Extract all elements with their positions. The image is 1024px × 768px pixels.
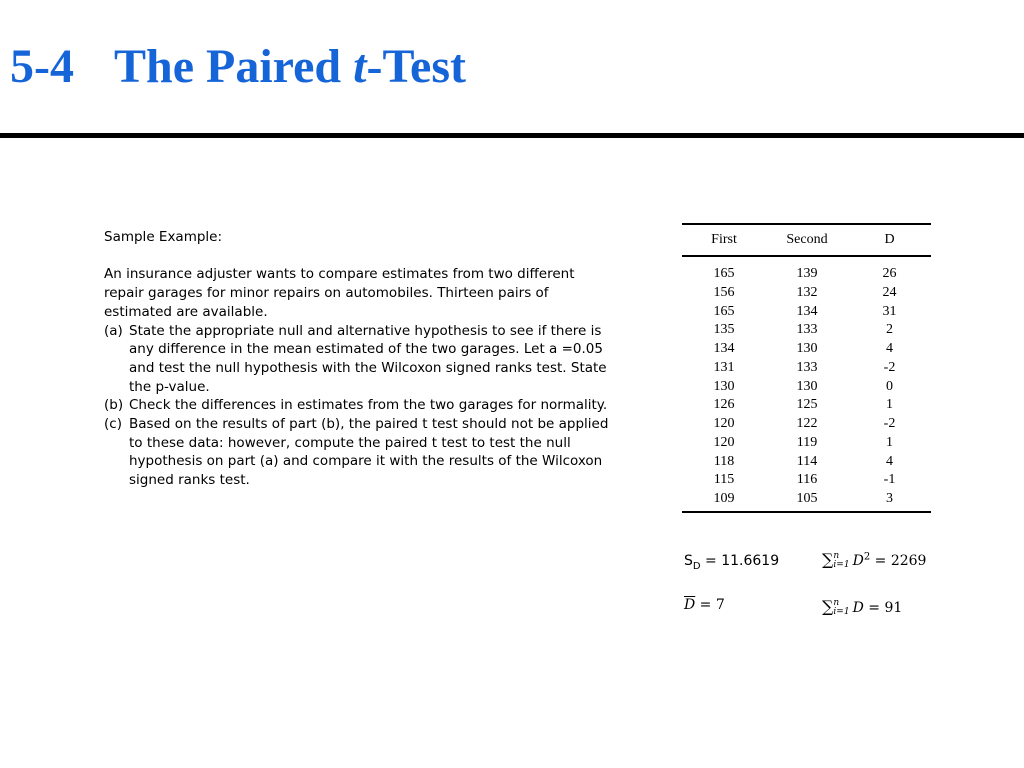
table-row [682, 490, 931, 512]
cell-d: 0 [886, 378, 893, 394]
header-d: D [848, 224, 931, 256]
cell-second: 130 [796, 378, 818, 394]
dbar-value: = 7 [695, 597, 725, 613]
cell-d: 4 [886, 341, 893, 356]
sum-d-variable: D [852, 600, 864, 616]
sum-d-value: = 91 [863, 600, 903, 616]
sd-value: = 11.6619 [705, 553, 780, 569]
summation-limits [833, 599, 849, 617]
cell-first: 126 [713, 397, 735, 413]
cell-first: 165 [713, 266, 735, 281]
problem-text [104, 228, 614, 490]
question-item-c [104, 415, 614, 490]
cell-second: 134 [796, 303, 818, 319]
question-marker: (c) [104, 416, 122, 433]
table-row [682, 471, 931, 490]
slide-title [10, 40, 466, 94]
table-row [682, 321, 931, 340]
cell-d: 1 [886, 434, 893, 450]
table-row [682, 453, 931, 472]
question-marker: (b) [104, 397, 124, 414]
cell-d: -1 [883, 472, 896, 488]
cell-second: 122 [796, 416, 818, 431]
sd-symbol: S [684, 553, 693, 569]
cell-d: -2 [883, 359, 896, 375]
estimates-table [682, 223, 931, 513]
cell-first: 130 [713, 378, 735, 394]
std-dev-formula [684, 553, 779, 572]
table-row [682, 396, 931, 415]
summation-limits [833, 552, 849, 570]
cell-second: 133 [796, 322, 818, 338]
question-marker: (a) [104, 322, 123, 339]
cell-first: 118 [713, 453, 735, 469]
table-row [682, 284, 931, 303]
cell-d: 2 [886, 322, 893, 338]
table-row [682, 303, 931, 322]
cell-second: 139 [796, 266, 818, 281]
section-number: 5-4 [10, 40, 74, 93]
cell-first: 109 [682, 490, 766, 512]
title-italic-t: t [353, 40, 367, 93]
table-row [682, 340, 931, 359]
cell-d: 1 [886, 397, 893, 413]
table-row [682, 378, 931, 397]
table-row [682, 434, 931, 453]
title-suffix: -Test [366, 40, 467, 93]
sd-subscript: D [692, 560, 701, 572]
question-list [104, 322, 614, 490]
mean-difference-formula [684, 597, 725, 613]
cell-d: 24 [882, 284, 897, 300]
question-item-b [104, 396, 614, 415]
summation-lower: i=1 [833, 607, 850, 617]
sum-d-squared-formula [822, 550, 926, 570]
cell-first: 120 [713, 416, 735, 431]
cell-first: 131 [713, 359, 735, 375]
table-row [682, 415, 931, 434]
sum-d-formula [822, 597, 902, 617]
cell-d: -2 [883, 416, 896, 431]
question-item-a [104, 322, 614, 397]
cell-d: 3 [848, 490, 931, 512]
summation-lower: i=1 [833, 560, 850, 570]
question-text: Check the differences in estimates from the two garages for normality. [129, 397, 608, 414]
table-row [682, 359, 931, 378]
example-heading: Sample Example: [104, 229, 223, 245]
dbar-variable: $\overline{D}$ [684, 597, 696, 613]
cell-first: 115 [713, 472, 735, 488]
header-second: Second [766, 224, 848, 256]
cell-d: 31 [882, 303, 897, 319]
question-text: Based on the results of part (b), the paired t test should not be applied to these data: however, compute the paired t test to test the null hypothesis on part (a) and compare it with the results of the Wilcoxon signed ranks test. [129, 416, 609, 489]
cell-first: 165 [713, 303, 735, 319]
cell-second: 114 [796, 453, 818, 469]
cell-d: 26 [882, 266, 897, 281]
header-first: First [682, 224, 766, 256]
cell-first: 135 [713, 322, 735, 338]
cell-first: 120 [713, 434, 735, 450]
cell-d: 4 [886, 453, 893, 469]
sum-d2-exponent: 2 [863, 551, 871, 563]
sum-d2-value: = 2269 [870, 553, 927, 569]
cell-second: 116 [796, 472, 818, 488]
table-header-row [682, 224, 931, 256]
cell-second: 119 [796, 434, 818, 450]
cell-second: 130 [796, 341, 818, 356]
cell-second: 133 [796, 359, 818, 375]
summation-icon: ∑ [822, 550, 834, 569]
table-row [682, 256, 931, 284]
cell-first: 156 [713, 284, 735, 300]
title-prefix: The Paired [114, 40, 354, 93]
example-intro: An insurance adjuster wants to compare estimates from two different repair garages for minor repairs on automobiles. Thirteen pairs of estimated are available. [104, 266, 575, 320]
question-text: State the appropriate null and alternative hypothesis to see if there is any difference in the mean estimated of the two garages. Let a =0.05 and test the null hypothesis with the Wilcoxon signed ranks test. State the p-value. [129, 322, 607, 395]
cell-second: 125 [796, 397, 818, 413]
title-divider [0, 133, 1024, 138]
cell-second: 105 [766, 490, 848, 512]
cell-second: 132 [796, 284, 818, 300]
summation-upper: n [833, 551, 840, 561]
cell-first: 134 [713, 341, 735, 356]
summation-icon: ∑ [822, 597, 834, 616]
summation-upper: n [833, 598, 840, 608]
sum-d2-variable: D [852, 553, 864, 569]
